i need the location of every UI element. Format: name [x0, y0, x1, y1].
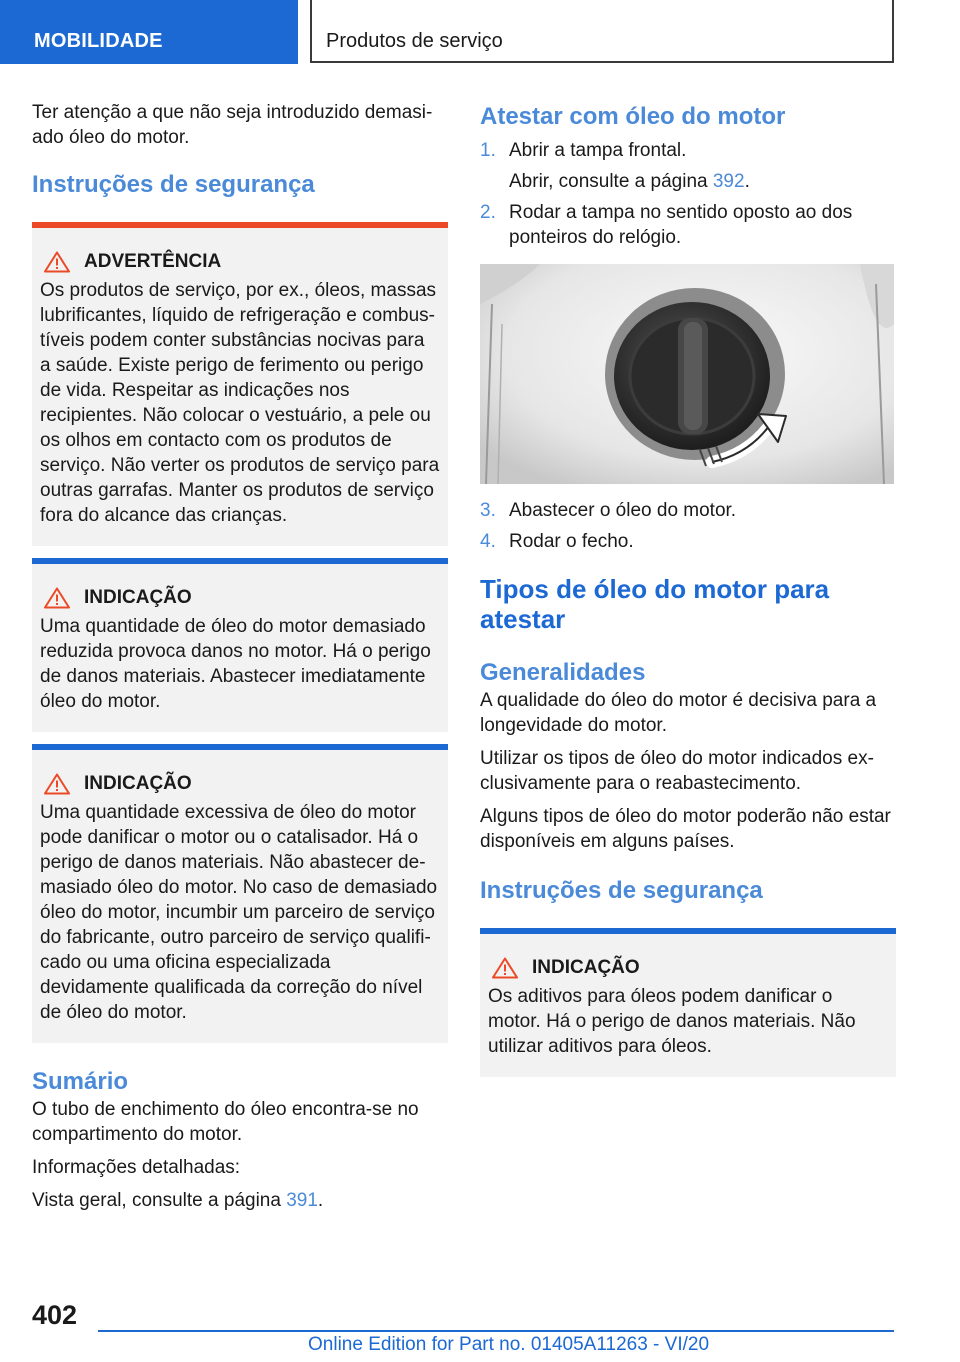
details-label: Informações detalhadas:: [32, 1157, 241, 1178]
page-number: 402: [32, 1300, 78, 1330]
overview-reference: Vista geral, consulte a página 391.: [32, 1190, 324, 1211]
safety-heading: Instruções de segurança: [32, 171, 315, 198]
notice-title: INDICAÇÃO: [532, 957, 640, 978]
notice-body: Uma quantidade de óleo do motor demasiado reduzida provoca danos no motor. Há o perigo de danos materiais. Abastecer imediatamente óleo do motor.: [40, 616, 431, 712]
list-item: 3. Abastecer o óleo do motor.: [480, 500, 737, 521]
chapter-title: Produtos de serviço: [326, 30, 503, 52]
section-title: MOBILIDADE: [34, 30, 163, 52]
notice-box-1: [32, 558, 448, 732]
summary-heading: Sumário: [32, 1068, 129, 1095]
right-column: [480, 102, 896, 1077]
list-item: 4. Rodar o fecho.: [480, 531, 634, 552]
fill-heading: Atestar com óleo do motor: [480, 103, 786, 130]
page-link[interactable]: 392: [712, 171, 745, 192]
edition-text: Online Edition for Part no. 01405A11263 - VI/20: [308, 1334, 710, 1355]
left-column: [32, 100, 448, 1221]
footer-divider: [98, 1330, 894, 1332]
warning-triangle-icon: [44, 251, 70, 273]
warning-title: ADVERTÊNCIA: [84, 251, 222, 272]
warning-triangle-icon: [44, 587, 70, 609]
section-tab: [0, 0, 298, 64]
intro-text: Ter atenção a que não seja introduzido demasiado óleo do motor.: [32, 102, 433, 148]
general-paragraph: Utilizar os tipos de óleo do motor indicados exclusivamente para o reabastecimento.: [480, 748, 874, 794]
notice-title: INDICAÇÃO: [84, 587, 192, 608]
notice-box-3: [480, 928, 896, 1077]
notice-body: Os aditivos para óleos podem danificar o motor. Há o perigo de danos materiais. Não utilizar aditivos para óleos.: [488, 986, 856, 1057]
chapter-tab: [310, 0, 894, 63]
general-paragraph: A qualidade do óleo do motor é decisiva para a longevidade do motor.: [480, 690, 877, 736]
oil-filler-cap-photo: [480, 264, 894, 484]
notice-title: INDICAÇÃO: [84, 773, 192, 794]
steps-list: [480, 498, 896, 554]
types-heading: Tipos de óleo do motor para atestar: [480, 574, 830, 634]
general-paragraph: Alguns tipos de óleo do motor poderão não estar disponíveis em alguns países.: [480, 806, 891, 852]
safety-heading: Instruções de segurança: [480, 877, 763, 904]
notice-box-2: [32, 744, 448, 1043]
notice-body: Uma quantidade excessiva de óleo do motor pode danificar o motor ou o catalisador. Há o perigo de danos materiais. Não abastecer demasiado óleo do motor. No caso de demasiado óleo do motor, incumbir um parceiro de serviço do fabricante, outro parceiro de serviço qualificado ou uma oficina especializada devidamente qualificada da correção do nível de óleo do motor.: [40, 802, 438, 1023]
warning-box: [32, 222, 448, 546]
list-item: 1. Abrir a tampa frontal.: [480, 140, 687, 161]
summary-text: O tubo de enchimento do óleo encontra-se no compartimento do motor.: [32, 1099, 419, 1145]
steps-list: [480, 138, 896, 250]
warning-body: Os produtos de serviço, por ex., óleos, massas lubrificantes, líquido de refrigeração e combustíveis podem conter substâncias nocivas para a saúde. Existe perigo de ferimento ou perigo de vida. Respeitar as indicações nos recipientes. Não colocar o vestuário, a pele ou os olhos em contacto com os produtos de serviço. Não verter os produtos de serviço para outras garrafas. Manter os produtos de serviço fora do alcance das crianças.: [40, 280, 440, 526]
general-heading: Generalidades: [480, 659, 646, 686]
list-item: 2. Rodar a tampa no sentido oposto ao dos ponteiros do relógio.: [480, 202, 853, 248]
list-item: Abrir, consulte a página 392.: [509, 171, 750, 192]
warning-triangle-icon: [492, 957, 518, 979]
page-link[interactable]: 391: [286, 1190, 318, 1211]
warning-triangle-icon: [44, 773, 70, 795]
